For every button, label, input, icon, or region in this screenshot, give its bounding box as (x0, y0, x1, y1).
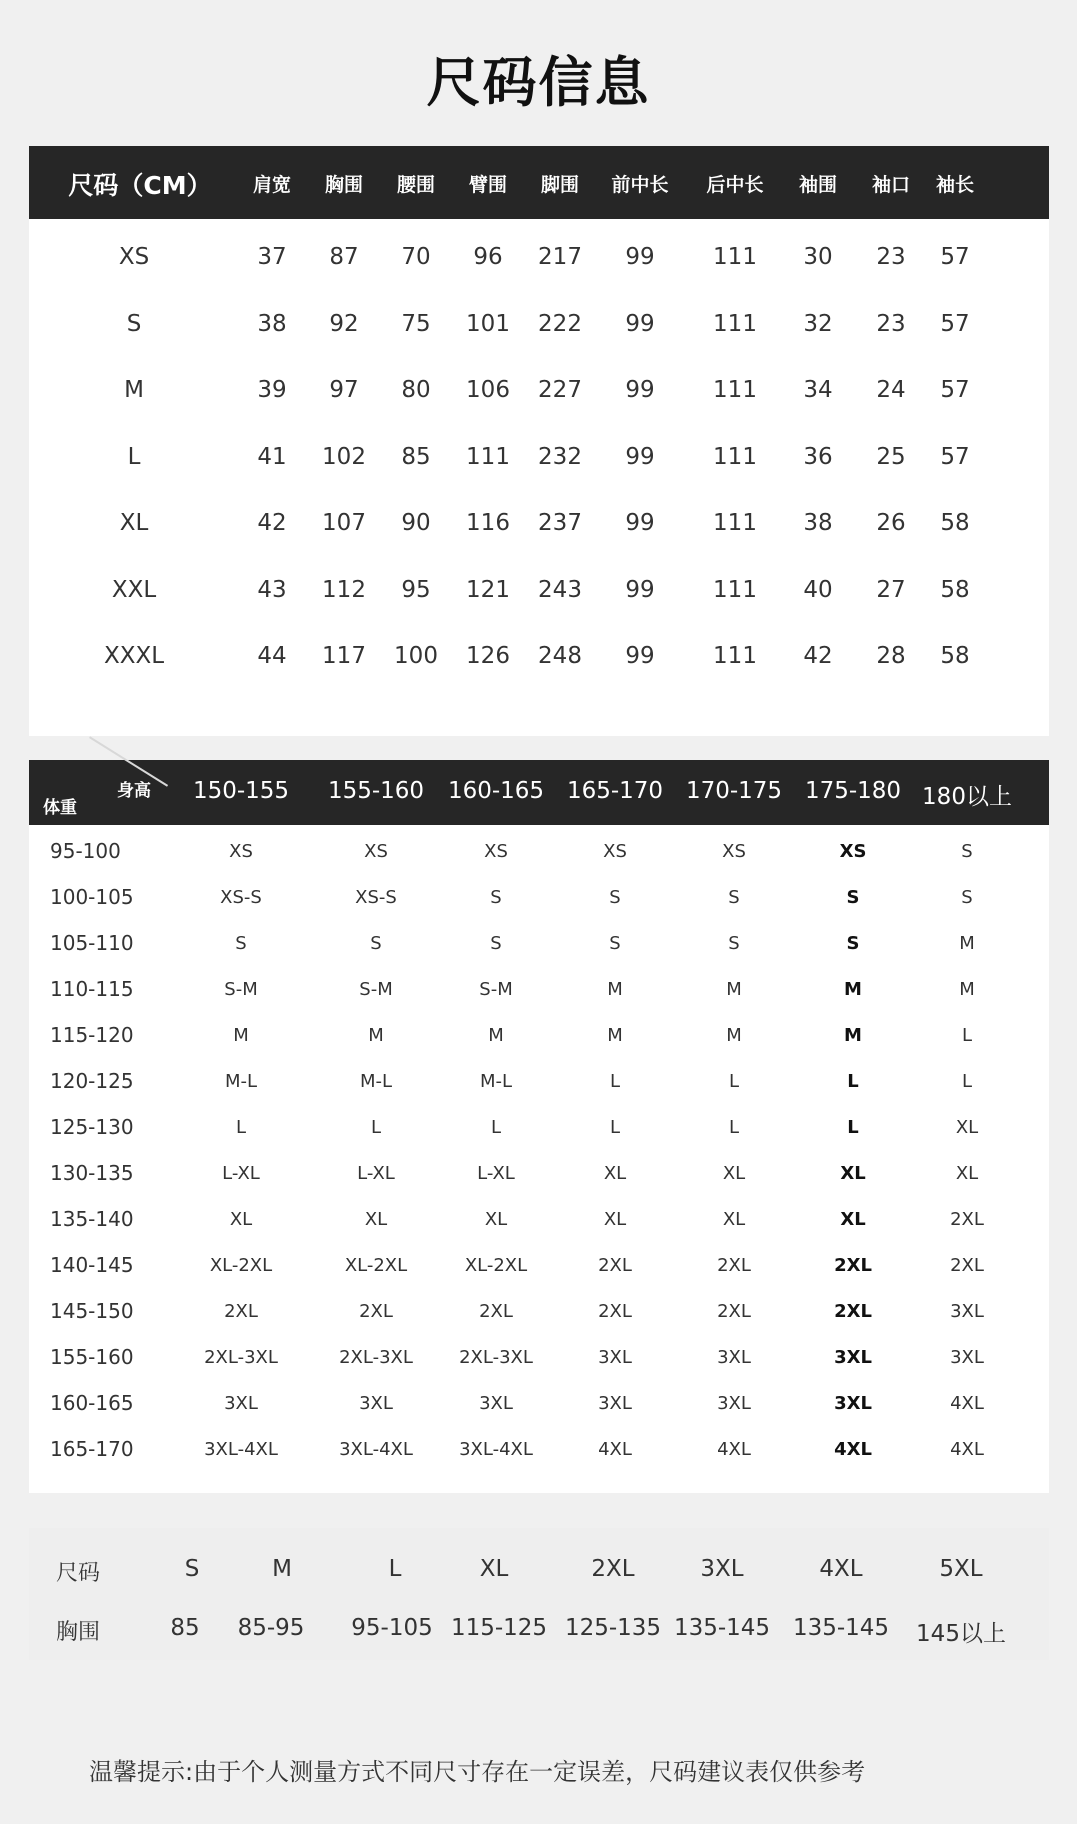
weight-cell: 120-125 (50, 1069, 134, 1093)
size-cell: S (728, 933, 740, 954)
size-cell: M-L (224, 1071, 258, 1092)
column-header: 前中长 (611, 174, 669, 196)
value-cell: 111 (713, 443, 757, 470)
value-cell: 111 (713, 510, 757, 536)
size-cell: 2XL (834, 1255, 872, 1276)
chest-row (29, 1611, 1049, 1651)
size-cell: S (961, 841, 973, 862)
value-cell: 85 (401, 443, 431, 470)
value-cell: 32 (803, 310, 833, 337)
page-title: 尺码信息 (426, 51, 651, 114)
size-cell: M-L (479, 1071, 513, 1092)
size-cell: XL (603, 1163, 627, 1184)
value-cell: 23 (876, 244, 906, 270)
value-cell: 23 (876, 310, 906, 337)
chest-cell: 95-105 (351, 1615, 433, 1641)
value-cell: 227 (538, 377, 582, 403)
table-row (29, 1291, 1049, 1331)
column-header: 胸围 (324, 174, 364, 196)
value-cell: 117 (322, 643, 366, 669)
value-cell: 112 (322, 576, 366, 603)
value-cell: 237 (538, 510, 582, 536)
size-cell: XL-2XL (344, 1255, 408, 1276)
size-cell: XL (484, 1209, 508, 1230)
value-cell: 99 (625, 576, 655, 603)
weight-cell: 140-145 (50, 1253, 134, 1277)
size-measurement-table (29, 146, 1049, 736)
weight-cell: 95-100 (50, 839, 121, 863)
height-column-header: 165-170 (566, 778, 664, 804)
column-header: 臂围 (468, 174, 508, 196)
size-cell: XS (603, 841, 627, 862)
size-cell: 2XL (950, 1255, 984, 1276)
size-cell: L-XL (222, 1163, 260, 1184)
size-cell: L (728, 1117, 740, 1138)
weight-cell: 160-165 (50, 1391, 134, 1415)
weight-cell: 115-120 (50, 1023, 134, 1047)
weight-cell: 105-110 (50, 931, 134, 955)
value-cell: 116 (466, 510, 510, 536)
size-cell: XS-S (355, 887, 397, 908)
value-cell: 96 (473, 244, 503, 270)
table-row (29, 571, 1049, 611)
table-row (29, 923, 1049, 963)
size-cell: XL (722, 1209, 746, 1230)
size-cell: XL (722, 1163, 746, 1184)
size-cell: S-M (479, 979, 513, 1000)
value-cell: 111 (713, 244, 757, 270)
size-cell: L (961, 1025, 973, 1046)
size-cell: L-XL (477, 1163, 515, 1184)
chest-cell: 85 (170, 1615, 200, 1641)
size-cell: XS (484, 841, 508, 862)
chest-cell: 85-95 (237, 1615, 305, 1641)
table-row (29, 1245, 1049, 1285)
size-cell: M (959, 979, 975, 1000)
size-cell: 2XL (359, 1301, 393, 1322)
chest-row-label: 胸围 (56, 1620, 101, 1645)
size-table-header (29, 146, 1049, 219)
value-cell: 121 (466, 576, 510, 603)
value-cell: 101 (466, 310, 510, 337)
size-cell: 4XL (819, 1556, 863, 1582)
size-cell: 2XL (598, 1301, 632, 1322)
value-cell: 87 (329, 244, 359, 270)
value-cell: 80 (401, 377, 431, 403)
size-cell: S (609, 887, 621, 908)
size-cell: S (126, 310, 142, 337)
table-row (29, 1429, 1049, 1469)
size-cell: L (388, 1556, 402, 1582)
size-cell: XL (364, 1209, 388, 1230)
size-cell: XL (840, 1209, 866, 1230)
size-cell: M (233, 1025, 249, 1046)
size-cell: 2XL-3XL (459, 1347, 533, 1368)
size-cell: 3XL (950, 1301, 984, 1322)
value-cell: 38 (257, 310, 287, 337)
size-cell: 4XL (950, 1439, 984, 1460)
column-header: 袖口 (871, 174, 911, 196)
size-cell: L (609, 1117, 621, 1138)
size-cell: XS (118, 244, 150, 270)
value-cell: 99 (625, 643, 655, 669)
size-row (29, 1552, 1049, 1592)
size-cell: S (490, 933, 502, 954)
height-column-header: 160-165 (447, 778, 545, 804)
value-cell: 99 (625, 310, 655, 337)
size-cell: XL (955, 1163, 979, 1184)
size-cell: XL-2XL (464, 1255, 528, 1276)
size-cell: M (272, 1556, 292, 1582)
size-cell: XL (840, 1163, 866, 1184)
size-cell: 2XL (591, 1556, 635, 1582)
column-header: 后中长 (706, 174, 764, 196)
table-row (29, 969, 1049, 1009)
chest-size-table (29, 1528, 1049, 1660)
table-row (29, 238, 1049, 278)
disclaimer-tip: 温馨提示:由于个人测量方式不同尺寸存在一定误差，尺码建议表仅供参考 (89, 1758, 866, 1786)
value-cell: 39 (257, 377, 287, 403)
value-cell: 28 (876, 643, 906, 669)
value-cell: 41 (257, 443, 287, 470)
value-cell: 111 (713, 377, 757, 403)
size-cell: L (961, 1071, 973, 1092)
size-cell: 2XL (950, 1209, 984, 1230)
height-column-header: 175-180 (804, 778, 902, 804)
size-cell: M (844, 979, 862, 1000)
value-cell: 99 (625, 244, 655, 270)
value-cell: 248 (538, 643, 582, 669)
table-row (29, 504, 1049, 544)
weight-cell: 125-130 (50, 1115, 134, 1139)
size-cell: 3XL (700, 1556, 744, 1582)
chest-cell: 145以上 (916, 1621, 1006, 1647)
size-cell: 3XL-4XL (204, 1439, 278, 1460)
value-cell: 44 (257, 643, 287, 669)
table-row (29, 877, 1049, 917)
table-row (29, 1383, 1049, 1423)
size-cell: 2XL-3XL (204, 1347, 278, 1368)
size-cell: M (488, 1025, 504, 1046)
table-row (29, 305, 1049, 345)
value-cell: 102 (322, 443, 366, 470)
value-cell: 36 (803, 443, 833, 470)
size-cell: 4XL (598, 1439, 632, 1460)
size-cell: L (490, 1117, 502, 1138)
size-cell: M (607, 979, 623, 1000)
size-cell: S (846, 933, 860, 954)
value-cell: 75 (401, 310, 431, 337)
weight-cell: 130-135 (50, 1161, 134, 1185)
size-cell: 3XL (834, 1393, 872, 1414)
height-column-header: 155-160 (327, 778, 425, 804)
column-header: 袖长 (935, 174, 975, 196)
size-cell: XL (229, 1209, 253, 1230)
size-cell: XL (479, 1556, 509, 1582)
value-cell: 40 (803, 576, 833, 603)
size-cell: S (609, 933, 621, 954)
weight-cell: 155-160 (50, 1345, 134, 1369)
size-cell: L (609, 1071, 621, 1092)
value-cell: 107 (322, 510, 366, 536)
size-cell: M (726, 1025, 742, 1046)
value-cell: 243 (538, 576, 582, 603)
size-cell: 4XL (717, 1439, 751, 1460)
size-cell: S (235, 933, 247, 954)
size-cell: 3XL (479, 1393, 513, 1414)
size-cell: M (844, 1025, 862, 1046)
size-cell: 2XL-3XL (339, 1347, 413, 1368)
size-cell: XXL (111, 576, 157, 603)
chest-cell: 135-145 (673, 1615, 771, 1641)
table-row (29, 371, 1049, 411)
size-cell: 2XL (598, 1255, 632, 1276)
height-column-header: 180以上 (922, 784, 1012, 810)
size-cell: 4XL (950, 1393, 984, 1414)
value-cell: 100 (394, 643, 438, 669)
value-cell: 111 (713, 643, 757, 669)
value-cell: 57 (940, 377, 970, 403)
value-cell: 58 (940, 576, 970, 603)
size-cell: 3XL-4XL (339, 1439, 413, 1460)
table-row (29, 1337, 1049, 1377)
size-cell: 4XL (834, 1439, 872, 1460)
value-cell: 57 (940, 244, 970, 270)
value-cell: 34 (803, 377, 833, 403)
value-cell: 30 (803, 244, 833, 270)
height-axis-label: 身高 (117, 781, 151, 801)
value-cell: 27 (876, 576, 906, 603)
size-cell: XS (229, 841, 253, 862)
size-cell: XXXL (103, 643, 165, 669)
table-row (29, 1153, 1049, 1193)
size-cell: 2XL (224, 1301, 258, 1322)
value-cell: 57 (940, 443, 970, 470)
value-cell: 232 (538, 443, 582, 470)
size-cell: L (847, 1117, 859, 1138)
weight-cell: 165-170 (50, 1437, 134, 1461)
column-header: 脚围 (540, 174, 580, 196)
size-cell: M (124, 377, 144, 403)
value-cell: 99 (625, 377, 655, 403)
weight-cell: 135-140 (50, 1207, 134, 1231)
value-cell: 111 (713, 576, 757, 603)
size-cell: 3XL (950, 1347, 984, 1368)
chest-cell: 115-125 (450, 1615, 548, 1641)
table-row (29, 1061, 1049, 1101)
size-cell: 5XL (939, 1556, 983, 1582)
fit-recommendation-table (29, 760, 1049, 1493)
fit-table-header (29, 760, 1049, 825)
weight-axis-label: 体重 (43, 798, 77, 818)
value-cell: 70 (401, 244, 431, 270)
value-cell: 25 (876, 443, 906, 470)
size-cell: S (184, 1556, 200, 1582)
value-cell: 99 (625, 443, 655, 470)
size-cell: M (726, 979, 742, 1000)
size-cell: 3XL-4XL (459, 1439, 533, 1460)
value-cell: 97 (329, 377, 359, 403)
value-cell: 99 (625, 510, 655, 536)
value-cell: 95 (401, 576, 431, 603)
chest-cell: 125-135 (564, 1615, 662, 1641)
size-cell: 3XL (834, 1347, 872, 1368)
size-cell: L-XL (357, 1163, 395, 1184)
size-cell: M (959, 933, 975, 954)
size-row-label: 尺码 (56, 1561, 101, 1586)
weight-cell: 110-115 (50, 977, 134, 1001)
size-cell: L (235, 1117, 247, 1138)
value-cell: 111 (466, 443, 510, 470)
size-cell: S-M (359, 979, 393, 1000)
value-cell: 90 (401, 510, 431, 536)
size-cell: S (490, 887, 502, 908)
size-cell: 3XL (359, 1393, 393, 1414)
value-cell: 37 (257, 244, 287, 270)
size-cell: XS (839, 841, 867, 862)
value-cell: 106 (466, 377, 510, 403)
column-header: 腰围 (396, 174, 436, 196)
size-cell: M (607, 1025, 623, 1046)
value-cell: 58 (940, 510, 970, 536)
value-cell: 24 (876, 377, 906, 403)
size-cell: 3XL (717, 1347, 751, 1368)
size-cell: S (728, 887, 740, 908)
size-cell: 2XL (834, 1301, 872, 1322)
size-cell: M-L (359, 1071, 393, 1092)
value-cell: 38 (803, 510, 833, 536)
table-row (29, 438, 1049, 478)
value-cell: 58 (940, 643, 970, 669)
size-cell: XS-S (220, 887, 262, 908)
size-cell: XL-2XL (209, 1255, 273, 1276)
chest-cell: 135-145 (792, 1615, 890, 1641)
size-cell: S-M (224, 979, 258, 1000)
table-row (29, 637, 1049, 677)
table-row (29, 1015, 1049, 1055)
weight-cell: 100-105 (50, 885, 134, 909)
size-cell: XL (119, 510, 149, 536)
size-cell: 2XL (717, 1301, 751, 1322)
size-cell: 3XL (224, 1393, 258, 1414)
size-column-header: 尺码（CM） (68, 171, 212, 200)
height-column-header: 150-155 (192, 778, 290, 804)
value-cell: 42 (257, 510, 287, 536)
value-cell: 222 (538, 310, 582, 337)
size-cell: 2XL (717, 1255, 751, 1276)
table-row (29, 1107, 1049, 1147)
value-cell: 57 (940, 310, 970, 337)
size-cell: XS (364, 841, 388, 862)
value-cell: 43 (257, 576, 287, 603)
table-row (29, 831, 1049, 871)
size-cell: L (847, 1071, 859, 1092)
column-header: 肩宽 (252, 174, 292, 196)
table-row (29, 1199, 1049, 1239)
size-cell: S (961, 887, 973, 908)
size-cell: S (370, 933, 382, 954)
column-header: 袖围 (798, 174, 838, 196)
size-cell: 3XL (717, 1393, 751, 1414)
value-cell: 217 (538, 244, 582, 270)
size-cell: 2XL (479, 1301, 513, 1322)
size-cell: L (728, 1071, 740, 1092)
value-cell: 126 (466, 643, 510, 669)
size-cell: L (370, 1117, 382, 1138)
size-cell: S (846, 887, 860, 908)
size-cell: L (127, 443, 141, 470)
value-cell: 111 (713, 310, 757, 337)
size-cell: XS (722, 841, 746, 862)
size-cell: XL (603, 1209, 627, 1230)
weight-cell: 145-150 (50, 1299, 134, 1323)
value-cell: 42 (803, 643, 833, 669)
size-cell: M (368, 1025, 384, 1046)
size-cell: XL (955, 1117, 979, 1138)
size-cell: 3XL (598, 1393, 632, 1414)
value-cell: 26 (876, 510, 906, 536)
height-column-header: 170-175 (685, 778, 783, 804)
value-cell: 92 (329, 310, 359, 337)
size-cell: 3XL (598, 1347, 632, 1368)
